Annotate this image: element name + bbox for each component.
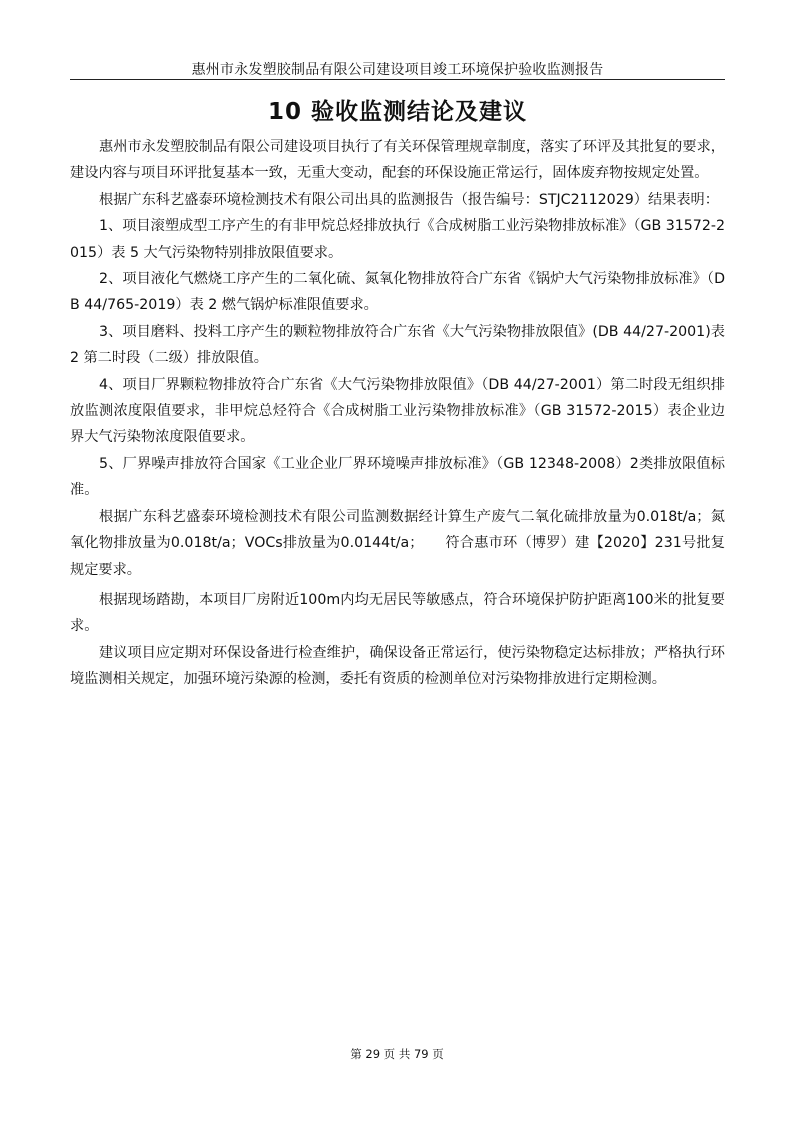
paragraph-finding-3: 3、项目磨料、投料工序产生的颗粒物排放符合广东省《大气污染物排放限值》(DB 44/27-2001)表 2 第二时段（二级）排放限值。 <box>70 323 725 367</box>
paragraph-recommendation: 建议项目应定期对环保设备进行检查维护，确保设备正常运行，使污染物稳定达标排放；严格执行环境监测相关规定，加强环境污染源的检测，委托有资质的检测单位对污染物排放进行定期检测。 <box>70 644 725 688</box>
paragraph-site-survey: 根据现场踏勘，本项目厂房附近100m内均无居民等敏感点，符合环境保护防护距离100米的批复要求。 <box>70 591 725 635</box>
paragraph-summary: 惠州市永发塑胶制品有限公司建设项目执行了有关环保管理规章制度，落实了环评及其批复的要求，建设内容与项目环评批复基本一致，无重大变动，配套的环保设施正常运行，固体废弃物按规定处置。 <box>70 139 725 182</box>
header-divider <box>70 79 725 80</box>
running-header-title: 惠州市永发塑胶制品有限公司建设项目竣工环境保护验收监测报告 <box>191 62 604 78</box>
paragraph-emission-totals: 根据广东科艺盛泰环境检测技术有限公司监测数据经计算生产废气二氧化硫排放量为0.018t/a；氮氧化物排放量为0.018t/a；VOCs排放量为0.0144t/a； 符合惠市环（博罗）建【2020】231号批复规定要求。 <box>70 508 725 578</box>
paragraph-finding-4: 4、项目厂界颗粒物排放符合广东省《大气污染物排放限值》（DB 44/27-2001）第二时段无组织排放监测浓度限值要求，非甲烷总烃符合《合成树脂工业污染物排放标准》（GB 31572-2015）表企业边界大气污染物浓度限值要求。 <box>70 376 725 446</box>
section-body <box>70 134 725 693</box>
paragraph-finding-2: 2、项目液化气燃烧工序产生的二氧化硫、氮氧化物排放符合广东省《锅炉大气污染物排放标准》（DB 44/765-2019）表 2 燃气锅炉标准限值要求。 <box>70 271 725 314</box>
section-heading: 10 验收监测结论及建议 <box>267 99 527 125</box>
paragraph-monitoring-report-intro: 根据广东科艺盛泰环境检测技术有限公司出具的监测报告（报告编号：STJC2112029）结果表明： <box>99 191 719 208</box>
page-number-footer: 第 29 页 共 79 页 <box>350 1047 444 1061</box>
paragraph-finding-5: 5、厂界噪声排放符合国家《工业企业厂界环境噪声排放标准》（GB 12348-2008）2类排放限值标准。 <box>70 455 725 499</box>
paragraph-finding-1: 1、项目滚塑成型工序产生的有非甲烷总烃排放执行《合成树脂工业污染物排放标准》（GB 31572-2015）表 5 大气污染物特别排放限值要求。 <box>70 218 725 261</box>
